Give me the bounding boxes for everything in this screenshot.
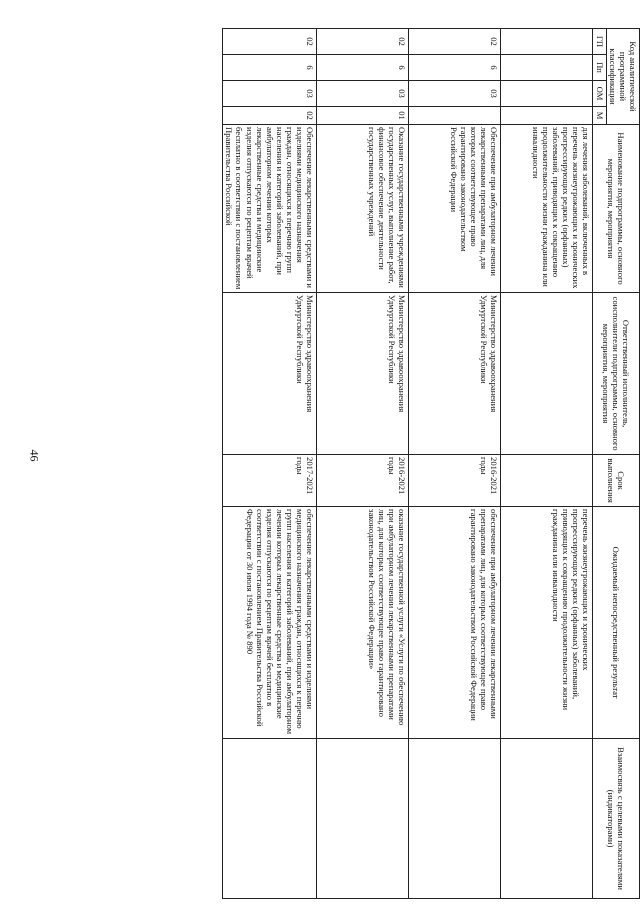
cell-executor: Министерство здравоохранения Удмуртской Республики xyxy=(317,293,409,455)
cell-executor: Министерство здравоохранения Удмуртской Республики xyxy=(223,293,317,455)
header-m: М xyxy=(593,107,606,125)
page-number: 46 xyxy=(27,449,42,462)
cell-om xyxy=(501,81,593,107)
cell-link xyxy=(317,739,409,899)
header-gp: ГП xyxy=(593,29,606,55)
table-row xyxy=(501,29,593,899)
cell-link xyxy=(501,739,593,899)
cell-m xyxy=(501,107,593,125)
cell-om: 03 xyxy=(317,81,409,107)
rotated-document xyxy=(115,28,640,898)
cell-result: обеспечение лекарственными средствами и изделиями медицинского назначения граждан, относящихся к перечню групп населения и категорий заболеваний, при амбулаторном лечении которых лекарственные средства и медицинские изделия отпускаются по рецептам врачей бесплатно в соответствии с постановлением Правительства Российской Федерации от 30 июля 1994 года № 890 xyxy=(223,507,317,739)
cell-m xyxy=(409,107,501,125)
cell-period xyxy=(501,455,593,507)
header-name: Наименование подпрограммы, основного мероприятия, мероприятия xyxy=(593,125,640,293)
header-code-group: Код аналитической программной классификации xyxy=(606,29,639,125)
cell-pp: 6 xyxy=(223,55,317,81)
table-row xyxy=(409,29,501,899)
cell-executor: Министерство здравоохранения Удмуртской Республики xyxy=(409,293,501,455)
cell-pp xyxy=(501,55,593,81)
cell-pp: 6 xyxy=(317,55,409,81)
header-result: Ожидаемый непосредственный результат xyxy=(593,507,640,739)
cell-link xyxy=(223,739,317,899)
cell-m: 02 xyxy=(223,107,317,125)
table-row xyxy=(223,29,317,899)
cell-gp xyxy=(501,29,593,55)
cell-executor xyxy=(501,293,593,455)
header-pp: Пп xyxy=(593,55,606,81)
program-measures-table xyxy=(222,28,640,899)
cell-om: 03 xyxy=(223,81,317,107)
cell-m: 01 xyxy=(317,107,409,125)
cell-result: перечень жизнеугрожающих и хронических прогрессирующих редких (орфанных) заболеваний, приводящих к сокращению продолжительности жизни гражданина или инвалидности xyxy=(501,507,593,739)
cell-om: 03 xyxy=(409,81,501,107)
cell-period: 2016-2021 годы xyxy=(409,455,501,507)
cell-name: Обеспечение лекарственными средствами и изделиями медицинского назначения граждан, относящихся к перечню групп населения и категорий заболеваний, при амбулаторном лечении которых лекарственные средства и медицинские изделия отпускаются по рецептам врачей бесплатно в соответствии с постановлением Правительства Российской xyxy=(223,125,317,293)
table-row xyxy=(317,29,409,899)
cell-pp: 6 xyxy=(409,55,501,81)
header-om: ОМ xyxy=(593,81,606,107)
cell-result: оказание государственной услуги «Услуги по обеспечению при амбулаторном лечении лекарственными препаратами лиц, для которых соответствующее право гарантировано законодательством Российской Федерации» xyxy=(317,507,409,739)
cell-period: 2017-2021 годы xyxy=(223,455,317,507)
header-period: Срок выполнения xyxy=(593,455,640,507)
cell-gp: 02 xyxy=(223,29,317,55)
cell-name: для лечения заболеваний, включенных в перечень жизнеугрожающих и хронических прогрессирующих редких (орфанных) заболеваний, приводящих к сокращению продолжительности жизни гражданина или инвалидности xyxy=(501,125,593,293)
cell-gp: 02 xyxy=(409,29,501,55)
cell-period: 2016-2021 годы xyxy=(317,455,409,507)
cell-name: Обеспечение при амбулаторном лечении лекарственными препаратами лиц, для которых соответствующее право гарантировано законодательством Российской Федерации xyxy=(409,125,501,293)
cell-name: Оказание государственными учреждениями государственных услуг, выполнение работ, финансовое обеспечение деятельности государственных учреждений xyxy=(317,125,409,293)
cell-result: обеспечение при амбулаторном лечении лекарственными препаратами лиц, для которых соответствующее право гарантировано законодательством Российской Федерации xyxy=(409,507,501,739)
cell-link xyxy=(409,739,501,899)
header-link: Взаимосвязь с целевыми показателями (индикаторами) xyxy=(593,739,640,899)
header-executor: Ответственный исполнитель, соисполнители подпрограммы, основного мероприятия, мероприятия xyxy=(593,293,640,455)
cell-gp: 02 xyxy=(317,29,409,55)
